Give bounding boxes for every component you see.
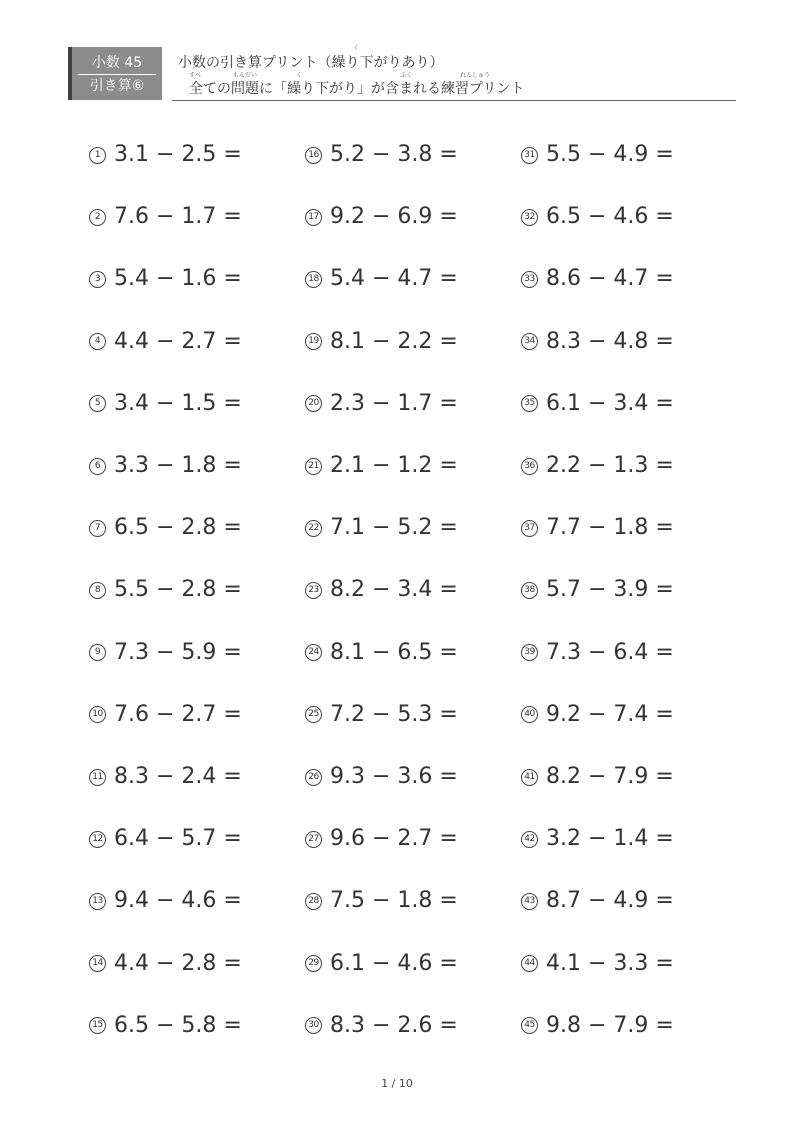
- problem-number: 18: [305, 271, 322, 288]
- problem-item: [305, 513, 458, 543]
- problem-item: [521, 762, 674, 792]
- problem-number: 45: [521, 1017, 538, 1034]
- problem-expression: 6.1 − 4.6 =: [330, 950, 458, 976]
- problem-number: 6: [89, 458, 106, 475]
- ruby-subete: すべ: [189, 72, 201, 79]
- problem-item: [89, 202, 242, 232]
- problem-number: 15: [89, 1017, 106, 1034]
- problem-item: [521, 700, 674, 730]
- problem-expression: 5.5 − 2.8 =: [114, 577, 242, 603]
- problem-expression: 8.1 − 2.2 =: [330, 328, 458, 354]
- problem-number: 26: [305, 769, 322, 786]
- problem-item: [89, 264, 242, 294]
- problem-expression: 5.5 − 4.9 =: [546, 142, 674, 167]
- problem-item: [521, 513, 674, 543]
- problem-expression: 9.8 − 7.9 =: [546, 1012, 674, 1038]
- problem-item: [305, 389, 458, 419]
- problem-expression: 7.3 − 5.9 =: [114, 639, 242, 665]
- header-badge: [68, 47, 162, 100]
- problem-number: 41: [521, 769, 538, 786]
- problem-expression: 8.3 − 2.6 =: [330, 1012, 458, 1038]
- problem-expression: 5.4 − 1.6 =: [114, 266, 242, 292]
- problem-number: 1: [89, 147, 106, 164]
- problem-expression: 8.1 − 6.5 =: [330, 639, 458, 665]
- problem-number: 33: [521, 271, 538, 288]
- problem-item: [305, 1011, 458, 1041]
- problem-number: 42: [521, 831, 538, 848]
- problem-item: [521, 886, 674, 916]
- problem-item: [521, 575, 674, 605]
- problem-item: [521, 140, 674, 170]
- problem-item: [89, 327, 242, 357]
- problem-item: [89, 949, 242, 979]
- ruby-kuri-2: く: [296, 72, 303, 79]
- problem-item: [89, 886, 242, 916]
- problem-number: 13: [89, 893, 106, 910]
- problem-item: [89, 140, 242, 170]
- problem-item: [305, 264, 458, 294]
- problem-number: 28: [305, 893, 322, 910]
- problem-expression: 8.2 − 7.9 =: [546, 764, 674, 789]
- problem-number: 30: [305, 1017, 322, 1034]
- problem-number: 4: [89, 333, 106, 350]
- problem-item: [305, 202, 458, 232]
- problem-expression: 9.6 − 2.7 =: [330, 826, 458, 852]
- ruby-mondai: もんだい: [233, 72, 258, 79]
- problem-item: [89, 451, 242, 481]
- problem-item: [89, 389, 242, 419]
- problem-number: 34: [521, 333, 538, 350]
- problem-expression: 8.3 − 2.4 =: [114, 764, 242, 789]
- problem-number: 27: [305, 831, 322, 848]
- problem-expression: 6.1 − 3.4 =: [546, 390, 674, 416]
- problem-expression: 8.2 − 3.4 =: [330, 577, 458, 603]
- problem-item: [521, 389, 674, 419]
- problem-number: 8: [89, 582, 106, 599]
- problem-expression: 4.4 − 2.7 =: [114, 328, 242, 354]
- page-number: 1 / 10: [381, 1077, 413, 1090]
- problem-item: [521, 824, 674, 854]
- problem-number: 7: [89, 520, 106, 537]
- problem-item: [305, 575, 458, 605]
- problem-expression: 9.2 − 7.4 =: [546, 701, 674, 727]
- header-divider: [172, 100, 736, 101]
- problem-item: [89, 700, 242, 730]
- problem-expression: 5.4 − 4.7 =: [330, 266, 458, 292]
- problem-number: 25: [305, 706, 322, 723]
- problem-number: 12: [89, 831, 106, 848]
- badge-label-subtraction: 引き算⑥: [89, 78, 145, 94]
- problem-number: 20: [305, 395, 322, 412]
- problem-number: 31: [521, 147, 538, 164]
- problem-item: [521, 1011, 674, 1041]
- problem-item: [521, 638, 674, 668]
- page-subtitle: 全ての問題に「繰り下がり」が含まれる練習プリント: [189, 81, 525, 97]
- problem-number: 17: [305, 209, 322, 226]
- problem-item: [305, 762, 458, 792]
- page-title: 小数の引き算プリント（繰り下がりあり）: [178, 55, 444, 71]
- problem-item: [89, 575, 242, 605]
- problem-expression: 9.4 − 4.6 =: [114, 888, 242, 914]
- ruby-kuri-1: く: [353, 45, 360, 52]
- problem-item: [521, 451, 674, 481]
- problem-number: 3: [89, 271, 106, 288]
- problem-number: 19: [305, 333, 322, 350]
- problem-expression: 9.2 − 6.9 =: [330, 204, 458, 230]
- problem-number: 36: [521, 458, 538, 475]
- problem-item: [89, 1011, 242, 1041]
- problem-item: [521, 202, 674, 232]
- problem-item: [305, 327, 458, 357]
- problem-item: [305, 886, 458, 916]
- problem-number: 44: [521, 955, 538, 972]
- problem-expression: 6.5 − 4.6 =: [546, 204, 674, 230]
- problem-item: [305, 824, 458, 854]
- problem-expression: 2.2 − 1.3 =: [546, 453, 674, 478]
- problem-number: 24: [305, 644, 322, 661]
- problem-expression: 3.2 − 1.4 =: [546, 826, 674, 852]
- problem-item: [305, 700, 458, 730]
- problem-number: 39: [521, 644, 538, 661]
- ruby-fuku: ふく: [400, 72, 413, 79]
- problem-item: [305, 451, 458, 481]
- badge-label-decimal: 小数 45: [91, 55, 143, 71]
- problem-expression: 7.6 − 2.7 =: [114, 701, 242, 727]
- problem-item: [521, 949, 674, 979]
- problem-item: [89, 638, 242, 668]
- problem-expression: 4.1 − 3.3 =: [546, 950, 674, 976]
- problem-item: [521, 264, 674, 294]
- problem-expression: 6.5 − 2.8 =: [114, 515, 242, 541]
- problem-expression: 8.7 − 4.9 =: [546, 888, 674, 914]
- problem-number: 5: [89, 395, 106, 412]
- problem-number: 16: [305, 147, 322, 164]
- problem-expression: 7.7 − 1.8 =: [546, 515, 674, 541]
- problem-item: [89, 513, 242, 543]
- problem-expression: 2.3 − 1.7 =: [330, 390, 458, 416]
- problem-item: [305, 140, 458, 170]
- problem-expression: 3.1 − 2.5 =: [114, 142, 242, 167]
- problem-expression: 8.3 − 4.8 =: [546, 328, 674, 354]
- problem-item: [305, 949, 458, 979]
- problem-expression: 7.6 − 1.7 =: [114, 204, 242, 230]
- problem-expression: 2.1 − 1.2 =: [330, 453, 458, 478]
- problem-expression: 6.5 − 5.8 =: [114, 1012, 242, 1038]
- problem-number: 29: [305, 955, 322, 972]
- problem-item: [305, 638, 458, 668]
- problem-expression: 4.4 − 2.8 =: [114, 950, 242, 976]
- problem-expression: 7.2 − 5.3 =: [330, 701, 458, 727]
- problem-expression: 3.3 − 1.8 =: [114, 453, 242, 478]
- problem-item: [89, 762, 242, 792]
- problem-number: 10: [89, 706, 106, 723]
- problem-item: [521, 327, 674, 357]
- problem-number: 2: [89, 209, 106, 226]
- problem-number: 22: [305, 520, 322, 537]
- problem-number: 40: [521, 706, 538, 723]
- problem-expression: 5.2 − 3.8 =: [330, 142, 458, 167]
- problem-number: 35: [521, 395, 538, 412]
- problem-expression: 6.4 − 5.7 =: [114, 826, 242, 852]
- problem-expression: 7.5 − 1.8 =: [330, 888, 458, 914]
- problem-expression: 7.1 − 5.2 =: [330, 515, 458, 541]
- problem-expression: 8.6 − 4.7 =: [546, 266, 674, 292]
- ruby-renshuu: れんしゅう: [460, 72, 491, 79]
- problem-number: 37: [521, 520, 538, 537]
- badge-divider: [78, 74, 156, 75]
- problem-number: 23: [305, 582, 322, 599]
- problem-number: 11: [89, 769, 106, 786]
- problem-expression: 5.7 − 3.9 =: [546, 577, 674, 603]
- problem-number: 43: [521, 893, 538, 910]
- problem-expression: 3.4 − 1.5 =: [114, 390, 242, 416]
- problem-number: 32: [521, 209, 538, 226]
- problem-number: 38: [521, 582, 538, 599]
- problem-number: 14: [89, 955, 106, 972]
- problem-number: 9: [89, 644, 106, 661]
- problem-number: 21: [305, 458, 322, 475]
- problem-item: [89, 824, 242, 854]
- problem-expression: 9.3 − 3.6 =: [330, 764, 458, 789]
- problem-expression: 7.3 − 6.4 =: [546, 639, 674, 665]
